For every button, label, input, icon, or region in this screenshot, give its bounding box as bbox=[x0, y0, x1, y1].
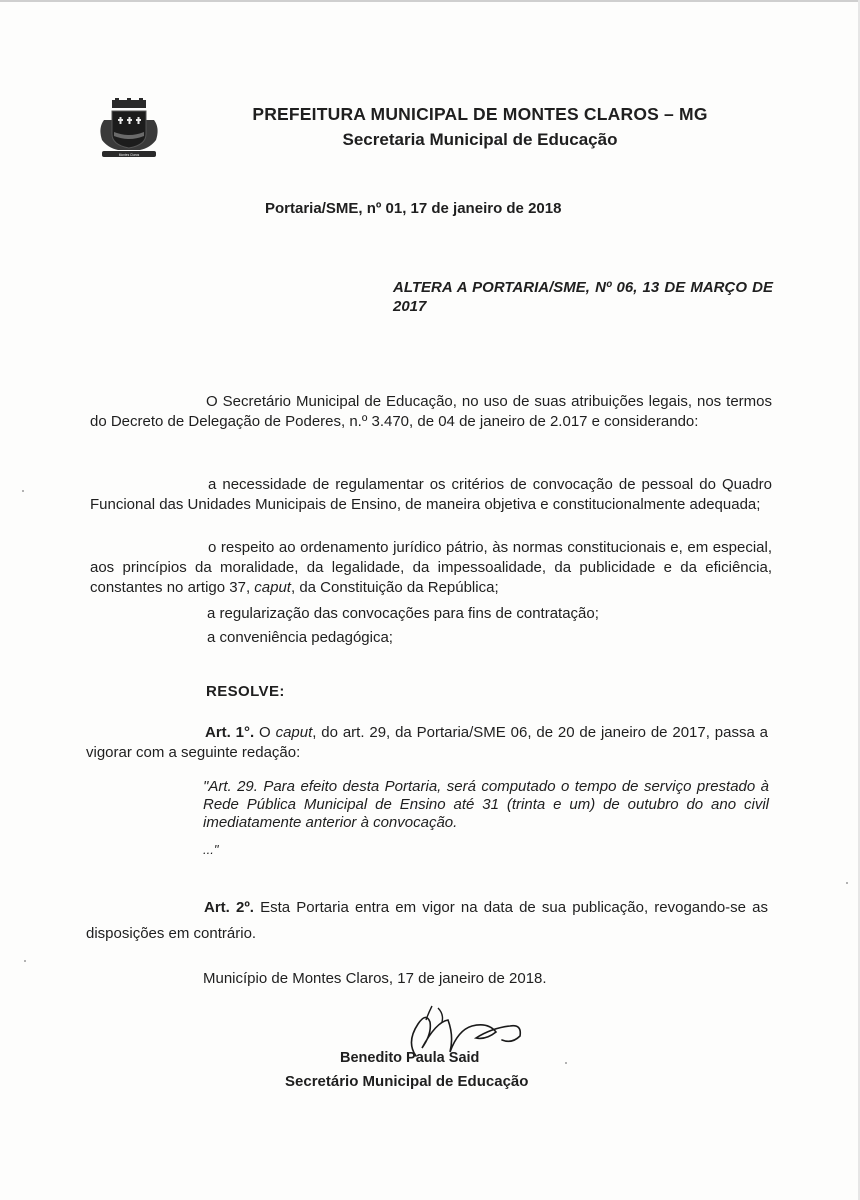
scan-speck bbox=[565, 1062, 567, 1064]
consideration-3: a regularização das convocações para fins de contratação; bbox=[207, 605, 599, 622]
consideration-4: a conveniência pedagógica; bbox=[207, 629, 393, 646]
intro-paragraph: O Secretário Municipal de Educação, no uso de suas atribuições legais, nos termos do Decreto de Delegação de Poderes, n.º 3.470, de 04 de janeiro de 2.017 e considerando: bbox=[90, 393, 772, 430]
article-1-text-a: O bbox=[254, 724, 276, 741]
portaria-title: Portaria/SME, nº 01, 17 de janeiro de 2018 bbox=[265, 200, 562, 217]
coat-of-arms-icon bbox=[96, 98, 162, 162]
consideration-1: a necessidade de regulamentar os critérios de convocação de pessoal do Quadro Funcional das Unidades Municipais de Ensino, de maneira objetiva e constitucionalmente adequada; bbox=[90, 476, 772, 513]
article-2-label: Art. 2º. bbox=[204, 899, 254, 916]
article-29-quote-tail: ..." bbox=[203, 842, 219, 857]
article-29-quote: "Art. 29. Para efeito desta Portaria, será computado o tempo de serviço prestado à Rede Pública Municipal de Ensino até 31 (trinta e um) de outubro do ano civil imediatamente anterior à convocação. bbox=[203, 778, 769, 831]
letterhead bbox=[160, 104, 800, 150]
consideration-2 bbox=[90, 538, 772, 598]
scan-speck bbox=[24, 960, 26, 962]
institution-name: PREFEITURA MUNICIPAL DE MONTES CLAROS – MG bbox=[252, 104, 708, 124]
place-date: Município de Montes Claros, 17 de janeiro de 2018. bbox=[203, 970, 547, 987]
crest-motto: Montes Claros bbox=[118, 152, 140, 157]
article-1-label: Art. 1°. bbox=[205, 724, 255, 741]
scan-speck bbox=[846, 882, 848, 884]
scan-edge-top bbox=[0, 0, 860, 2]
article-1 bbox=[86, 723, 768, 763]
consideration-2-text-a: o respeito ao ordenamento jurídico pátrio, às normas constitucionais e, em especial, aos princípios da moralidade, da legalidade, da impessoalidade, da publicidade e da eficiência, constantes no artigo 37, bbox=[90, 539, 772, 596]
article-1-text-b: , do art. 29, da Portaria/SME 06, de 20 de janeiro de 2017, passa a vigorar com a seguinte redação: bbox=[86, 724, 768, 761]
department-name: Secretaria Municipal de Educação bbox=[342, 130, 618, 149]
signatory-role: Secretário Municipal de Educação bbox=[285, 1073, 529, 1090]
article-1-caput: caput bbox=[275, 724, 313, 741]
article-2 bbox=[86, 895, 768, 947]
article-2-text: Esta Portaria entra em vigor na data de sua publicação, revogando-se as disposições em contrário. bbox=[86, 899, 768, 942]
consideration-2-text-b: , da Constituição da República; bbox=[290, 579, 499, 596]
ementa: ALTERA A PORTARIA/SME, Nº 06, 13 DE MARÇO DE 2017 bbox=[393, 279, 773, 315]
resolve-heading: RESOLVE: bbox=[206, 683, 285, 700]
signatory-name: Benedito Paula Said bbox=[340, 1050, 480, 1066]
scan-speck bbox=[22, 490, 24, 492]
consideration-2-caput: caput bbox=[254, 579, 291, 596]
